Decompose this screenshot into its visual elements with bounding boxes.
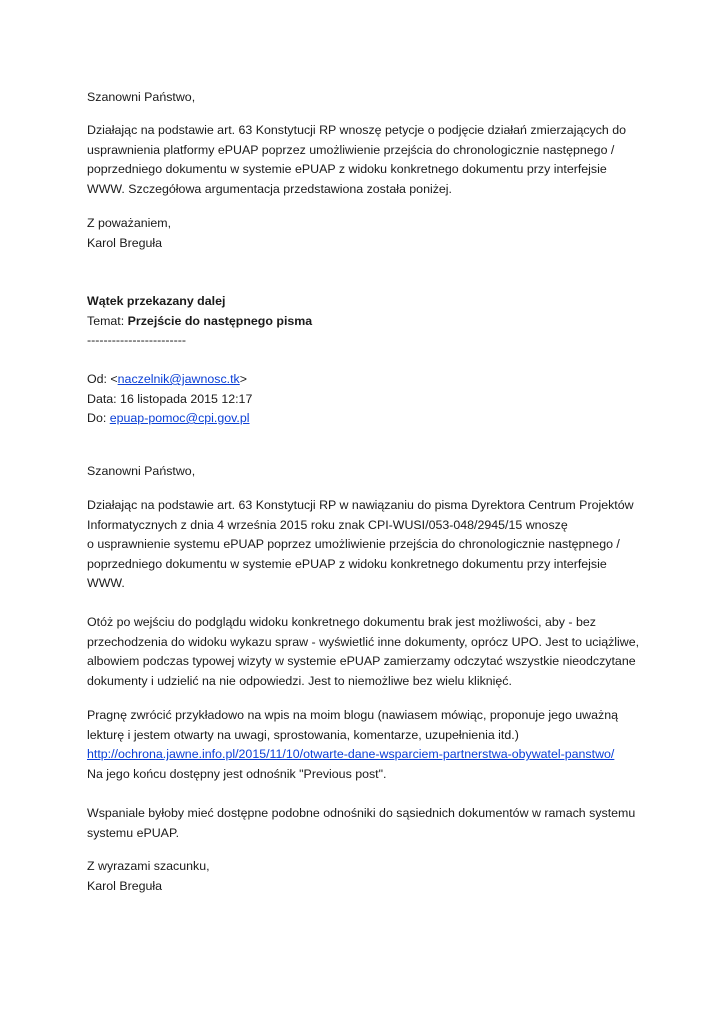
paragraph-line: Wspaniale byłoby mieć dostępne podobne odnośniki do sąsiednich dokumentów w ramach systemu (87, 806, 636, 820)
paragraph-line: Działając na podstawie art. 63 Konstytucji RP w nawiązaniu do pisma Dyrektora Centrum Projektów (87, 498, 634, 512)
paragraph-line: Działając na podstawie art. 63 Konstytucji RP wnoszę petycje o podjęcie działań zmierzających do (87, 123, 627, 137)
to-email-link[interactable]: epuap-pomoc@cpi.gov.pl (109, 411, 250, 425)
forwarded-heading: Wątek przekazany dalej (87, 294, 226, 308)
paragraph-line: albowiem podczas typowej wizyty w systemie ePUAP zamierzamy odczytać wszystkie nieodczytane (87, 654, 636, 668)
original-paragraph-4 (87, 804, 687, 843)
paragraph-line (87, 745, 687, 765)
original-paragraph-2 (87, 613, 687, 691)
letter-greeting: Szanowni Państwo, (87, 90, 196, 104)
paragraph-line: WWW. Szczegółowa argumentacja przedstawiona została poniżej. (87, 181, 453, 196)
paragraph-line: Na jego końcu dostępny jest odnośnik "Previous post". (87, 766, 387, 781)
signature: Karol Breguła (87, 235, 163, 250)
paragraph-line: Pragnę zwrócić przykładowo na wpis na moim blogu (nawiasem mówiąc, proponuje jego uważną (87, 708, 618, 722)
separator: ------------------------ (87, 333, 187, 347)
from-label: Od: < (87, 372, 118, 386)
paragraph-line: o usprawnienie systemu ePUAP poprzez umożliwienie przejścia do chronologicznie następnego / (87, 537, 620, 551)
letter-intro-paragraph (87, 121, 687, 199)
subject-line (87, 312, 687, 332)
from-line (87, 370, 687, 390)
date-line: Data: 16 listopada 2015 12:17 (87, 391, 253, 406)
original-greeting: Szanowni Państwo, (87, 464, 196, 478)
paragraph-line: systemu ePUAP. (87, 825, 180, 840)
paragraph-line: WWW. (87, 576, 125, 590)
paragraph-line: dokumenty i udzielić na nie odpowiedzi. Jest to niemożliwe bez wielu kliknięć. (87, 673, 512, 688)
letter-closing (87, 214, 687, 253)
paragraph-line: Otóż po wejściu do podglądu widoku konkretnego dokumentu brak jest możliwości, aby - bez (87, 615, 596, 629)
paragraph-line: przechodzenia do widoku wykazu spraw - wyświetlić inne dokumenty, oprócz UPO. Jest to uciążliwe, (87, 634, 640, 649)
paragraph-line: poprzedniego dokumentu w systemie ePUAP z widoku konkretnego dokumentu przy interfejsie (87, 162, 607, 176)
email-meta (87, 370, 687, 429)
closing-text: Z wyrazami szacunku, (87, 859, 210, 873)
paragraph-line: Informatycznych z dnia 4 września 2015 roku znak CPI-WUSI/053-048/2945/15 wnoszę (87, 517, 568, 532)
original-closing (87, 857, 687, 896)
from-email-link[interactable]: naczelnik@jawnosc.tk (117, 372, 240, 386)
subject-value: Przejście do następnego pisma (127, 313, 313, 328)
closing-text: Z poważaniem, (87, 216, 172, 230)
to-label: Do: (87, 411, 110, 425)
paragraph-line: poprzedniego dokumentu w systemie ePUAP z widoku konkretnego dokumentu przy interfejsie (87, 556, 607, 571)
blog-post-link[interactable]: http://ochrona.jawne.info.pl/2015/11/10/otwarte-dane-wsparciem-partnerstwa-obywatel-panstwo/ (87, 747, 615, 761)
original-paragraph-1 (87, 496, 687, 594)
original-paragraph-3 (87, 706, 687, 784)
paragraph-line: usprawnienia platformy ePUAP poprzez umożliwienie przejścia do chronologicznie następnego / (87, 142, 615, 157)
forwarded-header (87, 292, 687, 351)
to-line (87, 409, 687, 429)
from-suffix: > (239, 372, 247, 386)
signature: Karol Breguła (87, 878, 163, 893)
subject-label: Temat: (87, 313, 125, 328)
paragraph-line: lekturę i jestem otwarty na uwagi, sprostowania, komentarze, uzupełnienia itd.) (87, 727, 519, 742)
